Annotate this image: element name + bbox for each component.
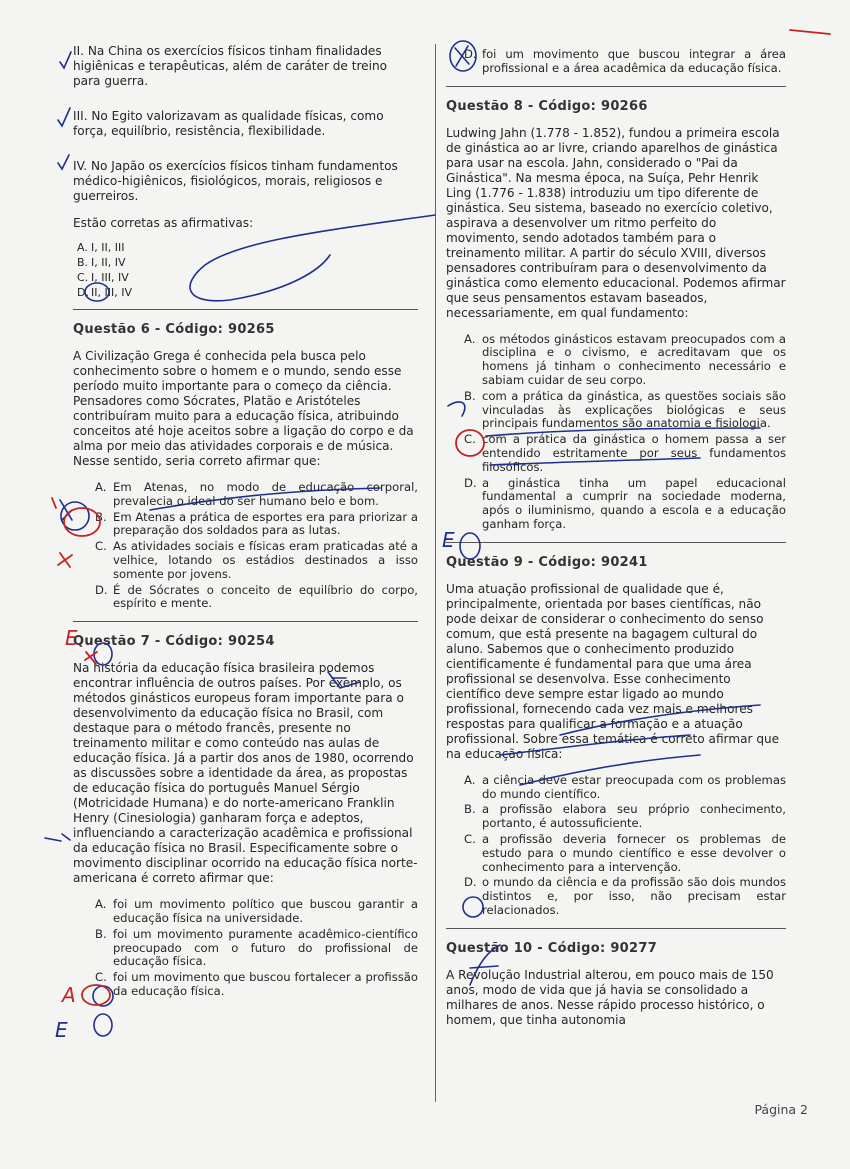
option-letter: A. <box>95 897 107 912</box>
option-letter: B. <box>464 802 476 817</box>
option-letter: B. <box>95 509 107 524</box>
check-mark-iv <box>58 155 69 169</box>
statement-text: IV. No Japão os exercícios físicos tinham fundamentos médico-higiênicos, fisiológicos, morais, religiosos e guerreiros. <box>73 159 398 203</box>
option-letter: A. <box>464 331 476 346</box>
option-text: a ciência deve estar preocupada com os problemas do mundo científico. <box>482 772 786 801</box>
question-9-options <box>446 774 786 918</box>
option-d[interactable] <box>446 876 786 917</box>
option-text: As atividades sociais e físicas eram praticadas até a velhice, lotando os estádios destinados a isso somente por jovens. <box>113 539 418 581</box>
option-b[interactable] <box>73 256 418 269</box>
option-text: Em Atenas, no modo de educação corporal, prevalecia o ideal do ser humano belo e bom. <box>113 480 418 508</box>
question-8-statement: Ludwing Jahn (1.778 - 1.852), fundou a primeira escola de ginástica ao ar livre, criando aparelhos de ginástica para usar na escola. Jahn, considerado o "Pai da Ginástica". Na mesma época, na Suíça, Pehr Henrik Ling (1.776 - 1.838) introduziu um tipo diferente de ginástica. Seu sistema, baseado no exercício coletivo, aspirava a desenvolver um ritmo perfeito do movimento, sendo adotados também para o treinamento militar. A partir do século XVIII, diversos pensadores contribuíram para o desenvolvimento da ginástica como elemento educacional. Podemos afirmar que seus pensamentos estavam baseados, necessariamente, em qual fundamento: <box>446 125 786 320</box>
x-mark-q6 <box>60 500 72 520</box>
divider <box>73 309 418 310</box>
option-text: com a prática da ginástica o homem passa a ser entendido estritamente por seus fundamentos filosóficos. <box>482 432 786 474</box>
question-9-statement: Uma atuação profissional de qualidade que é, principalmente, orientada por bases científicas, não pode deixar de considerar o conhecimento do senso comum, que está presente na bagagem cultural do aluno. Sabemos que o conhecimento produzido cientificamente é fundamental para que uma área profissional se desenvolva. Esse conhecimento científico deve sempre estar ligado ao mundo profissional, fornecendo cada vez mais e melhores respostas para qualificar a formação e a atuação profissional. Sobre essa temática é correto afirmar que na educação física: <box>446 581 780 761</box>
divider <box>73 621 418 622</box>
option-letter: D. <box>464 475 477 490</box>
option-letter: C. <box>95 970 107 985</box>
option-text: I, II, III <box>91 241 125 254</box>
option-letter: A. <box>77 241 88 254</box>
option-b[interactable] <box>73 928 418 969</box>
option-a[interactable] <box>446 333 786 388</box>
option-letter: D. <box>95 582 108 597</box>
option-text: foi um movimento político que buscou garantir a educação física na universidade. <box>113 897 418 925</box>
question-10-title: Questão 10 - Código: 90277 <box>446 940 658 956</box>
option-b[interactable] <box>446 390 786 431</box>
option-c[interactable] <box>446 833 786 874</box>
handwritten-e-q8: E <box>442 528 455 552</box>
option-text: I, III, IV <box>91 271 129 284</box>
left-column <box>73 44 418 1001</box>
option-text: foi um movimento puramente acadêmico-científico preocupado com o futuro do profissional de educação física. <box>113 926 418 969</box>
column-divider <box>435 44 436 1102</box>
statement-iii <box>73 109 418 139</box>
question-9-title: Questão 9 - Código: 90241 <box>446 554 648 570</box>
question-7-statement: Na história da educação física brasileira podemos encontrar influência de outros países. Por exemplo, os métodos ginásticos europeus foram importante para o desenvolvimento da educação física no Brasil, com destaque para o método francês, presente no treinamento militar e como conteúdo nas aulas de educação física. Já a partir dos anos de 1980, ocorrendo as discussões sobre a identidade da área, as propostas de educação física do português Manuel Sérgio (Motricidade Humana) e do norte-americano Franklin Henry (Cinesiologia) ganharam força e adeptos, influenciando a caracterização acadêmica e profissional da educação física no Brasil. Especificamente sobre o movimento disciplinar ocorrido na educação física norte-americana é correto afirmar que: <box>73 661 418 886</box>
option-letter: B. <box>77 256 89 269</box>
option-letter: A. <box>95 480 107 494</box>
red-cross-q6 <box>58 553 72 567</box>
question-7-title: Questão 7 - Código: 90254 <box>73 634 275 650</box>
option-letter: A. <box>464 772 476 787</box>
option-text: foi um movimento que buscou integrar a área profissional e a área acadêmica da educação física. <box>482 47 786 75</box>
option-letter: C. <box>464 831 476 846</box>
handwritten-a-q7: A <box>62 983 76 1007</box>
option-a[interactable] <box>73 241 418 254</box>
question-6-options <box>73 481 418 611</box>
right-column <box>446 44 786 1028</box>
option-letter: B. <box>464 388 476 403</box>
option-text: os métodos ginásticos estavam preocupados com a disciplina e o civismo, e acreditavam que os homens já tinham o conhecimento necessário e sabiam cuidar de seu corpo. <box>482 331 786 387</box>
option-letter: B. <box>95 926 107 941</box>
option-text: foi um movimento que buscou fortalecer a profissão da educação física. <box>113 970 418 998</box>
option-c[interactable] <box>446 433 786 474</box>
question-8-options <box>446 333 786 532</box>
question-10-statement: A Revolução Industrial alterou, em pouco mais de 150 anos, modo de vida que já havia se consolidado a milhares de anos. Nesse rápido processo histórico, o homem, que tinha autonomia <box>446 967 774 1027</box>
option-text: É de Sócrates o conceito de equilíbrio do corpo, espírito e mente. <box>113 582 418 611</box>
question-7-options-cont <box>446 48 786 76</box>
option-text: II, III, IV <box>91 286 132 299</box>
option-c[interactable] <box>73 540 418 581</box>
statement-text: III. No Egito valorizavam as qualidade físicas, como força, equilíbrio, resistência, flexibilidade. <box>73 109 384 138</box>
option-d[interactable] <box>446 48 786 76</box>
option-letter: D. <box>464 47 477 61</box>
red-tick <box>52 498 56 508</box>
option-text: o mundo da ciência e da profissão são dois mundos distintos e, por isso, não precisam estar relacionados. <box>482 875 786 917</box>
question-6-title: Questão 6 - Código: 90265 <box>73 322 275 337</box>
statement-iv <box>73 159 418 204</box>
option-letter: C. <box>95 539 107 554</box>
option-d[interactable] <box>73 584 418 612</box>
page-number: Página 2 <box>754 1102 808 1117</box>
question-7-options <box>73 898 418 999</box>
option-text: a ginástica tinha um papel educacional fundamental a cumprir na sociedade moderna, após o iluminismo, quando a escola e a educação ganham força. <box>482 475 786 531</box>
option-letter: C. <box>464 432 476 447</box>
option-text: a profissão elabora seu próprio conhecimento, portanto, é autossuficiente. <box>482 802 786 831</box>
option-a[interactable] <box>446 774 786 802</box>
option-d[interactable] <box>446 477 786 532</box>
option-c[interactable] <box>73 971 418 999</box>
prev-options <box>73 241 418 299</box>
option-d[interactable] <box>73 286 418 299</box>
option-letter: D. <box>77 286 89 299</box>
check-mark-iii <box>58 108 70 126</box>
divider <box>446 928 786 929</box>
option-a[interactable] <box>73 898 418 926</box>
option-letter: C. <box>77 271 89 284</box>
option-b[interactable] <box>446 803 786 831</box>
handwritten-e-q7: E <box>55 1018 68 1042</box>
option-text: com a prática da ginástica, as questões sociais são vinculadas às explicações biológicas e seus principais fundamentos são anatomia e fisiologia. <box>482 388 786 431</box>
option-a[interactable] <box>73 481 418 509</box>
circle-q7-b <box>94 1014 112 1036</box>
question-8-title: Questão 8 - Código: 90266 <box>446 98 648 114</box>
red-dash <box>790 30 830 34</box>
arrow-mark <box>45 834 70 841</box>
check-mark-ii <box>60 52 71 68</box>
option-c[interactable] <box>73 271 418 284</box>
option-text: I, II, IV <box>91 256 126 269</box>
statement-text: II. Na China os exercícios físicos tinham finalidades higiênicas e terapêuticas, além de caráter de treino para guerra. <box>73 44 388 88</box>
question-6-statement: A Civilização Grega é conhecida pela busca pelo conhecimento sobre o homem e o mundo, sendo esse período muito importante para o começo da ciência. Pensadores como Sócrates, Platão e Aristóteles contribuíram muito para a educação física, atribuindo conceitos até hoje aceitos sobre a ligação do corpo e da alma por meio das atividades corporais e de música. Nesse sentido, seria correto afirmar que: <box>73 349 414 468</box>
option-letter: D. <box>464 875 477 890</box>
divider <box>446 86 786 87</box>
handwritten-e-q6: E <box>65 626 78 650</box>
option-text: a profissão deveria fornecer os problemas de estudo para o mundo científico e esse devolver o conhecimento para a intervenção. <box>482 831 786 874</box>
option-b[interactable] <box>73 511 418 539</box>
divider <box>446 542 786 543</box>
prompt: Estão corretas as afirmativas: <box>73 216 254 230</box>
option-text: Em Atenas a prática de esportes era para priorizar a preparação dos soldados para as lutas. <box>113 509 418 538</box>
statement-ii <box>73 44 418 89</box>
